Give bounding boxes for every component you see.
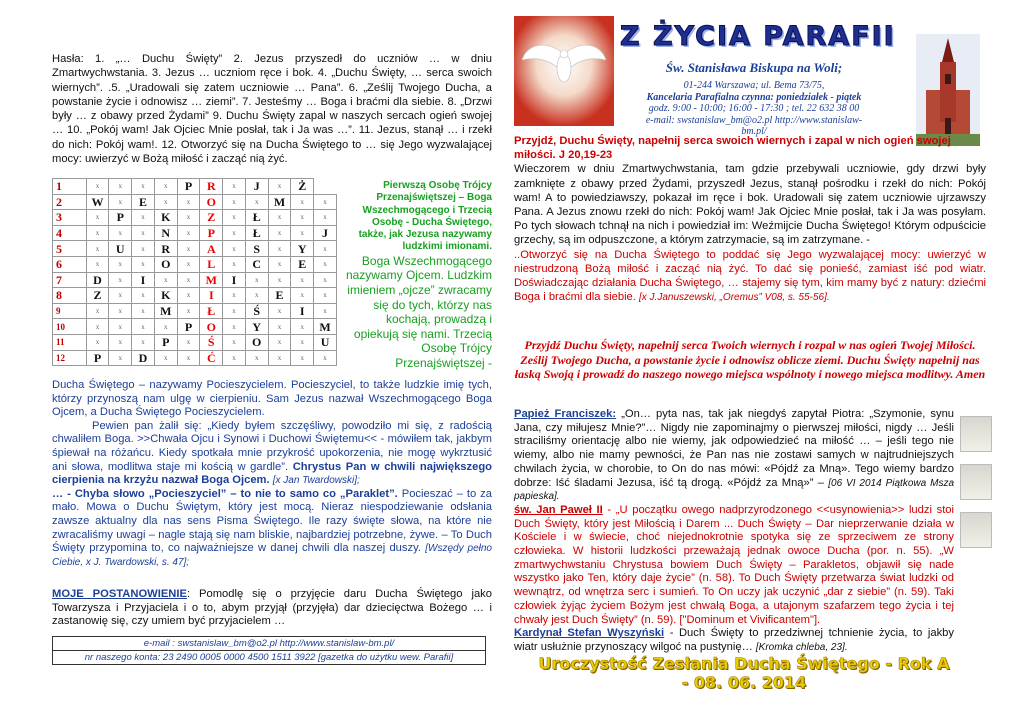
grid-cell: x (268, 334, 291, 350)
grid-cell: P (154, 334, 177, 350)
grid-cell: Ć (200, 350, 223, 366)
crossword-grid (52, 178, 337, 366)
grid-cell: x (86, 225, 109, 241)
grid-cell: x (109, 319, 132, 335)
grid-cell: Y (291, 241, 314, 257)
grid-row (53, 194, 337, 210)
grid-cell: x (109, 194, 132, 210)
footer-email[interactable]: e-mail : swstanislaw_bm@o2.pl http://www.stanislaw-bm.pl/ (143, 638, 395, 649)
grid-cell: x (223, 256, 246, 272)
issue-title: Uroczystość Zesłania Ducha Świętego - Rok A - 08. 06. 2014 (538, 654, 950, 692)
grid-cell: x (86, 179, 109, 195)
grid-cell: J (245, 179, 268, 195)
grid-cell: x (223, 225, 246, 241)
parish-address: 01-244 Warszawa; ul. Bema 73/75, (683, 80, 825, 91)
grid-cell: x (177, 334, 200, 350)
grid-cell: x (268, 350, 291, 366)
grid-row-number: 1 (53, 179, 87, 195)
crossword-clues (52, 52, 492, 166)
parish-office: Kancelaria Parafialna czynna: poniedziałek - piątek (646, 91, 862, 103)
grid-cell: x (291, 334, 314, 350)
left-body (52, 379, 492, 569)
grid-cell: x (177, 272, 200, 288)
pope-francis-label: Papież Franciszek: (514, 408, 617, 420)
grid-cell: S (245, 241, 268, 257)
grid-cell: Z (200, 210, 223, 226)
grid-cell: x (314, 194, 337, 210)
grid-cell: x (132, 319, 155, 335)
jp2-label: św. Jan Paweł II (514, 503, 603, 516)
grid-cell: D (132, 350, 155, 366)
grid-cell: x (177, 303, 200, 319)
grid-cell: x (154, 272, 177, 288)
grid-cell: x (109, 350, 132, 366)
grid-cell: x (268, 303, 291, 319)
wyszynski-label: Kardynał Stefan Wyszyński (514, 627, 665, 640)
grid-row-number: 5 (53, 241, 87, 257)
grid-row (53, 210, 337, 226)
grid-cell: x (132, 241, 155, 257)
grid-cell: I (223, 272, 246, 288)
grid-row-number: 10 (53, 319, 87, 335)
grid-row (53, 272, 337, 288)
grid-cell: L (200, 256, 223, 272)
grid-cell: x (177, 256, 200, 272)
grid-row-number: 3 (53, 210, 87, 226)
grid-cell: x (86, 256, 109, 272)
paraklet-text: Pocieszać – to za mało. Mowa o Duchu Świętym, który jest mocą. Nieraz niespodziewanie odsłania zawsze aktualny dla nas sens Pisma Świętego. Ile razy święte słowa, na które nie zwracaliśmy uwagi – nagle stają się nam bliskie, najbardziej potrzebne, żywe. – To Duch Święty przypomina to, co najważniejsze w danej chwili dla naszej duszy. (52, 487, 492, 555)
left-footer-box (52, 636, 486, 665)
postanowienie (52, 588, 492, 629)
pope-francis-photo-2 (960, 464, 992, 500)
grid-cell: x (86, 334, 109, 350)
grid-cell: x (314, 272, 337, 288)
grid-cell: x (314, 210, 337, 226)
grid-cell: x (132, 334, 155, 350)
grid-cell: x (314, 288, 337, 304)
grid-row-number: 12 (53, 350, 87, 366)
grid-cell: x (132, 288, 155, 304)
grid-cell: x (109, 179, 132, 195)
grid-cell: W (86, 194, 109, 210)
grid-row (53, 288, 337, 304)
grid-cell: x (132, 179, 155, 195)
grid-cell: x (245, 194, 268, 210)
jp2-quote (514, 504, 954, 627)
grid-row (53, 225, 337, 241)
grid-cell: x (109, 303, 132, 319)
grid-cell: x (109, 272, 132, 288)
grid-cell: x (291, 288, 314, 304)
grid-cell: x (177, 225, 200, 241)
grid-row (53, 241, 337, 257)
grid-row-number: 11 (53, 334, 87, 350)
grid-cell: Ś (245, 303, 268, 319)
paraklet-bold: … - Chyba słowo „Pocieszyciel” – to nie to samo co „Paraklet”. (52, 487, 398, 500)
grid-cell: x (132, 225, 155, 241)
story-ref: [x Jan Twardowski]; (272, 475, 360, 487)
grid-cell: x (223, 194, 246, 210)
grid-cell: R (154, 241, 177, 257)
grid-cell: x (314, 350, 337, 366)
grid-cell: x (291, 272, 314, 288)
john-paul-ii-photo (960, 512, 992, 548)
grid-cell: x (132, 256, 155, 272)
grid-cell: x (223, 288, 246, 304)
quotes-section (514, 408, 954, 655)
grid-cell: M (268, 194, 291, 210)
pope-francis-ref: [06 VI 2014 Piątkowa Msza papieska]. (514, 477, 955, 503)
grid-cell: M (314, 319, 337, 335)
grid-cell: Ż (291, 179, 314, 195)
grid-row-number: 7 (53, 272, 87, 288)
gospel-section (514, 134, 986, 305)
postanowienie-label: MOJE POSTANOWIENIE (52, 588, 187, 600)
grid-cell: Ł (245, 210, 268, 226)
grid-cell: x (268, 319, 291, 335)
grid-cell: x (268, 272, 291, 288)
postanowienie-text: : Pomodlę się o przyjęcie daru Ducha Świętego jako Towarzysza i Przyjaciela i o to, abym przyjął (przyjęła) dar dziecięctwa Bożego … i zastanowię się, czy umiem być przyjacielem … (52, 588, 492, 628)
grid-row (53, 303, 337, 319)
grid-cell: x (177, 350, 200, 366)
grid-cell: x (86, 319, 109, 335)
grid-cell: x (291, 194, 314, 210)
grid-cell: Ł (200, 303, 223, 319)
grid-cell: Y (245, 319, 268, 335)
side-column (342, 180, 492, 371)
paraklet-ref: [Wszędy pełno Ciebie, x J. Twardowski, s. 47]; (52, 543, 492, 568)
footer-account: nr naszego konta: 23 2490 0005 0000 4500 1511 3922 [gazetka do użytku wew. Parafii] (53, 650, 485, 664)
grid-cell: x (109, 334, 132, 350)
prayer-text: Przyjdź Duchu Święty, napełnij serca Twoich wiernych i rozpal w nas ogień Twojej Miłości. Ześlij Twojego Ducha, a powstanie życie i odnowisz oblicze ziemi. Duchu Święty napełnij nas łaską Swoją i prowadź do naszego nowego miejsca wspólnoty i nowego miejsca modlitwy. Amen (514, 338, 986, 382)
grid-cell: U (109, 241, 132, 257)
grid-cell: x (109, 288, 132, 304)
grid-cell: K (154, 210, 177, 226)
grid-row (53, 319, 337, 335)
grid-cell: A (200, 241, 223, 257)
paragraph-paraklet (52, 488, 492, 570)
clues-text: Hasła: 1. „… Duchu Święty” 2. Jezus przyszedł do uczniów … w dniu Zmartwychwstania. 3. Jezus … uczniom ręce i bok. 4. „Duchu Święty, … serca swoich wiernych”. .5. „Uradowali się zatem uczniowie … Pana”. 6. „Ześlij Twojego Ducha, a powstanie życie i odnowisz … ziemi”. 7. Jesteśmy … Boga i braćmi dla siebie. 8. „Drzwi były … z obawy przed Żydami” 9. Duchu Święty zapal w naszych sercach ogień swojej … 10. „Pokój wam! Jak Ojciec Mnie posłał, tak i Ja was …”. 11. Jezus, stanął … i rzekł do nich: Pokój wam!. 12. Otworzyć się na Ducha Świętego to … się Jego wyzwalającej mocy: uwierzyć w Bożą miłość i zacząć nią żyć. (52, 53, 492, 166)
grid-cell: I (291, 303, 314, 319)
grid-cell: x (245, 288, 268, 304)
grid-cell: x (154, 179, 177, 195)
grid-cell: x (223, 319, 246, 335)
grid-cell: x (268, 179, 291, 195)
grid-cell: N (154, 225, 177, 241)
grid-cell: P (86, 350, 109, 366)
pope-francis-photo (960, 416, 992, 452)
grid-cell: x (132, 210, 155, 226)
paragraph-story (52, 420, 492, 488)
grid-cell: x (86, 303, 109, 319)
grid-row (53, 256, 337, 272)
gospel-heading: Przyjdź, Duchu Święty, napełnij serca swoich wiernych i zapal w nich ogień swojej miłości. J 20,19-23 (514, 135, 951, 162)
grid-cell: C (245, 256, 268, 272)
grid-cell: K (154, 288, 177, 304)
gospel-text: Wieczorem w dniu Zmartwychwstania, tam gdzie przebywali uczniowie, gdy drzwi były zamknięte z obawy przed Żydami, przyszedł Jezus, stanął pośrodku i rzekł do nich: Pokój wam! A to powiedziawszy, pokazał im ręce i bok. Uradowali się zatem uczniowie ujrzawszy Pana. A Jezus znowu rzekł do nich: Pokój wam! Jak Ojciec Mnie posłał, tak i Ja was posyłam. Po tych słowach tchnął na nich i powiedział im: Weźmijcie Ducha Świętego! Którym odpuścicie grzechy, są im odpuszczone, a którym zatrzymacie, są im zatrzymane. - (514, 163, 986, 247)
grid-cell: P (109, 210, 132, 226)
parish-name: Św. Stanisława Biskupa na Woli; (665, 60, 843, 75)
grid-row-number: 4 (53, 225, 87, 241)
grid-cell: Ł (245, 225, 268, 241)
grid-cell: O (200, 194, 223, 210)
wyszynski-text: - Duch Święty to przedziwnej tchnienie życia, to jakby wiatr usłużnie przynoszący wilgoć na pustynię… (514, 627, 954, 653)
grid-row (53, 334, 337, 350)
grid-cell: E (268, 288, 291, 304)
grid-cell: I (200, 288, 223, 304)
grid-cell: x (291, 350, 314, 366)
grid-cell: x (291, 210, 314, 226)
grid-cell: E (132, 194, 155, 210)
wyszynski-ref: [Kromka chleba, 23]. (755, 641, 848, 653)
parish-info (634, 60, 874, 138)
grid-row-number: 9 (53, 303, 87, 319)
pope-francis-quote (514, 408, 954, 504)
grid-cell: x (177, 210, 200, 226)
grid-cell: x (132, 303, 155, 319)
holy-spirit-dove-icon (514, 16, 614, 126)
side-green-text: Pierwszą Osobę Trójcy Przenajświętszej – Boga Wszechmogącego i Trzecią Osobę - Ducha Świętego, także, jak Jezusa nazywamy ludzkimi imionami. (358, 180, 492, 253)
grid-row (53, 179, 337, 195)
grid-cell: x (268, 241, 291, 257)
grid-cell: x (177, 288, 200, 304)
grid-cell: x (223, 303, 246, 319)
gospel-comment (514, 248, 986, 306)
grid-cell: P (177, 319, 200, 335)
grid-cell: x (177, 194, 200, 210)
church-icon (916, 34, 980, 146)
grid-cell: M (200, 272, 223, 288)
grid-row-number: 2 (53, 194, 87, 210)
grid-cell: x (109, 256, 132, 272)
grid-cell: x (291, 225, 314, 241)
gospel-comment-ref: [x J.Januszewski, „Oremus” V08, s. 55-56]. (639, 292, 830, 304)
grid-cell: U (314, 334, 337, 350)
grid-cell: x (223, 210, 246, 226)
grid-row-number: 8 (53, 288, 87, 304)
grid-cell: x (268, 225, 291, 241)
grid-cell: M (154, 303, 177, 319)
gospel-comment-text: ..Otworzyć się na Ducha Świętego to poddać się Jego wyzwalającej mocy: uwierzyć w niestrudzoną Bożą miłość i zacząć nią żyć. To dać się ponieść, zamiast iść pod wiatr. Doświadczając działania Ducha Świętego, … stajemy się tym, kim mamy być z natury: dziećmi Boga i braćmi dla siebie. (514, 248, 986, 304)
grid-cell: x (86, 210, 109, 226)
grid-cell: x (268, 256, 291, 272)
grid-cell: x (223, 334, 246, 350)
grid-cell: x (314, 256, 337, 272)
grid-cell: J (314, 225, 337, 241)
grid-cell: x (223, 350, 246, 366)
paragraph-pocieszyciel: Ducha Świętego – nazywamy Pocieszycielem. Pocieszyciel, to także ludzkie imię tych, którzy przynoszą nam ulgę w cierpieniu. Sam Jezus nazwał Wszechmogącego Boga Ojcem, a Ducha Świętego Pocieszycielem. (52, 379, 492, 419)
grid-cell: x (245, 350, 268, 366)
grid-cell: P (177, 179, 200, 195)
grid-cell: x (268, 210, 291, 226)
parish-contact[interactable]: e-mail: swstanislaw_bm@o2.pl http://www.stanislaw-bm.pl/ (645, 114, 863, 138)
grid-cell: P (200, 225, 223, 241)
grid-cell: x (177, 241, 200, 257)
pope-francis-text: „On… pyta nas, tak jak niegdyś zapytał Piotra: „Szymonie, synu Jana, czy miłujesz Mnie?”… Nigdy nie zapominajmy o pierwszej miłości, nigdy … Jeśli straciliśmy orientację albo nie wiemy, jak odpowiedzieć na miłość … – jeśli tego nie wiemy, albo nie mamy pewności, że Pan nas nie zostawi samych w najtrudniejszych chwilach życia, w chorobie, to On do nas mówi: «Pójdź za Mną». Tego wiemy bardzo dobrze: Iść śladami Jezusa, iść tą drogą. «Pójdź za Mną»” – (514, 408, 955, 489)
story-bold: Chrystus Pan w chwili największego cierpienia na krzyżu nazwał Boga Ojcem. (52, 460, 493, 487)
grid-cell: x (314, 303, 337, 319)
parish-hours: godz. 9:00 - 10:00; 16:00 - 17:30 ; tel. 22 632 38 00 (648, 103, 860, 115)
grid-cell: O (200, 319, 223, 335)
grid-cell: Ś (200, 334, 223, 350)
grid-cell: x (245, 272, 268, 288)
grid-cell: O (245, 334, 268, 350)
grid-cell: D (86, 272, 109, 288)
grid-cell: x (291, 319, 314, 335)
grid-row-number: 6 (53, 256, 87, 272)
grid-cell: x (314, 241, 337, 257)
grid-cell: E (291, 256, 314, 272)
grid-cell: I (132, 272, 155, 288)
grid-cell: x (86, 241, 109, 257)
grid-cell: x (154, 319, 177, 335)
grid-cell: R (200, 179, 223, 195)
grid-row (53, 350, 337, 366)
grid-cell: Z (86, 288, 109, 304)
grid-cell: x (109, 225, 132, 241)
grid-cell: x (223, 179, 246, 195)
grid-cell: x (154, 350, 177, 366)
story-text: Pewien pan żalił się: „Kiedy byłem szczęśliwy, powodziło mi się, z radością chwaliłem Boga. >>Chwała Ojcu i Synowi i Duchowi Świętemu<< - mówiłem tak, jakbym śpiewał na różańcu. Kiedy spotkała mnie przykrość upokorzenia, nie mogę wykrztusić ani słowa, modlitwa staje mi kością w gardle”. (52, 419, 492, 473)
jp2-text: - „U początku owego nadprzyrodzonego <<usynowienia>> ludzi stoi Duch Święty, który jest Miłością i Darem ... Duch Święty – Dar nieprzerwanie działa w Kościele i w świecie, choć niejednokrotnie spotyka się ze sprzeciwem ze strony człowieka. W historii ludzkości przeważają jednak owoce Ducha (por. n. 55). „W zmartwychwstaniu Chrystusa bowiem Duch Święty – Parakletos, objawił się nade wszystko jako Ten, który daje życie” (n. 58). To Duch Święty przetwarza świat ludzki od wewnątrz, od wnętrza serc i sumień. To On uczy jak uczynić „dar z siebie” (n. 59). Taki człowiek żyjąc życiem Bożym jest chwałą Boga, a utajonym szafarzem tego życia i tej chwały jest Duch Święty” (n. 59). ["Dominum et Vivificantem"]. (514, 503, 955, 626)
grid-cell: O (154, 256, 177, 272)
wyszynski-quote (514, 627, 954, 654)
grid-cell: x (223, 241, 246, 257)
masthead-title: Z ŻYCIA PARAFII (620, 21, 896, 52)
grid-cell: x (154, 194, 177, 210)
side-body-text: Boga Wszechmogącego nazywamy Ojcem. Ludzkim imieniem „ojcze” zwracamy się do tych, którzy nas kochają, prowadzą i opiekują się nami. Trzecią Osobę Trójcy Przenajświętszej - (345, 253, 492, 370)
